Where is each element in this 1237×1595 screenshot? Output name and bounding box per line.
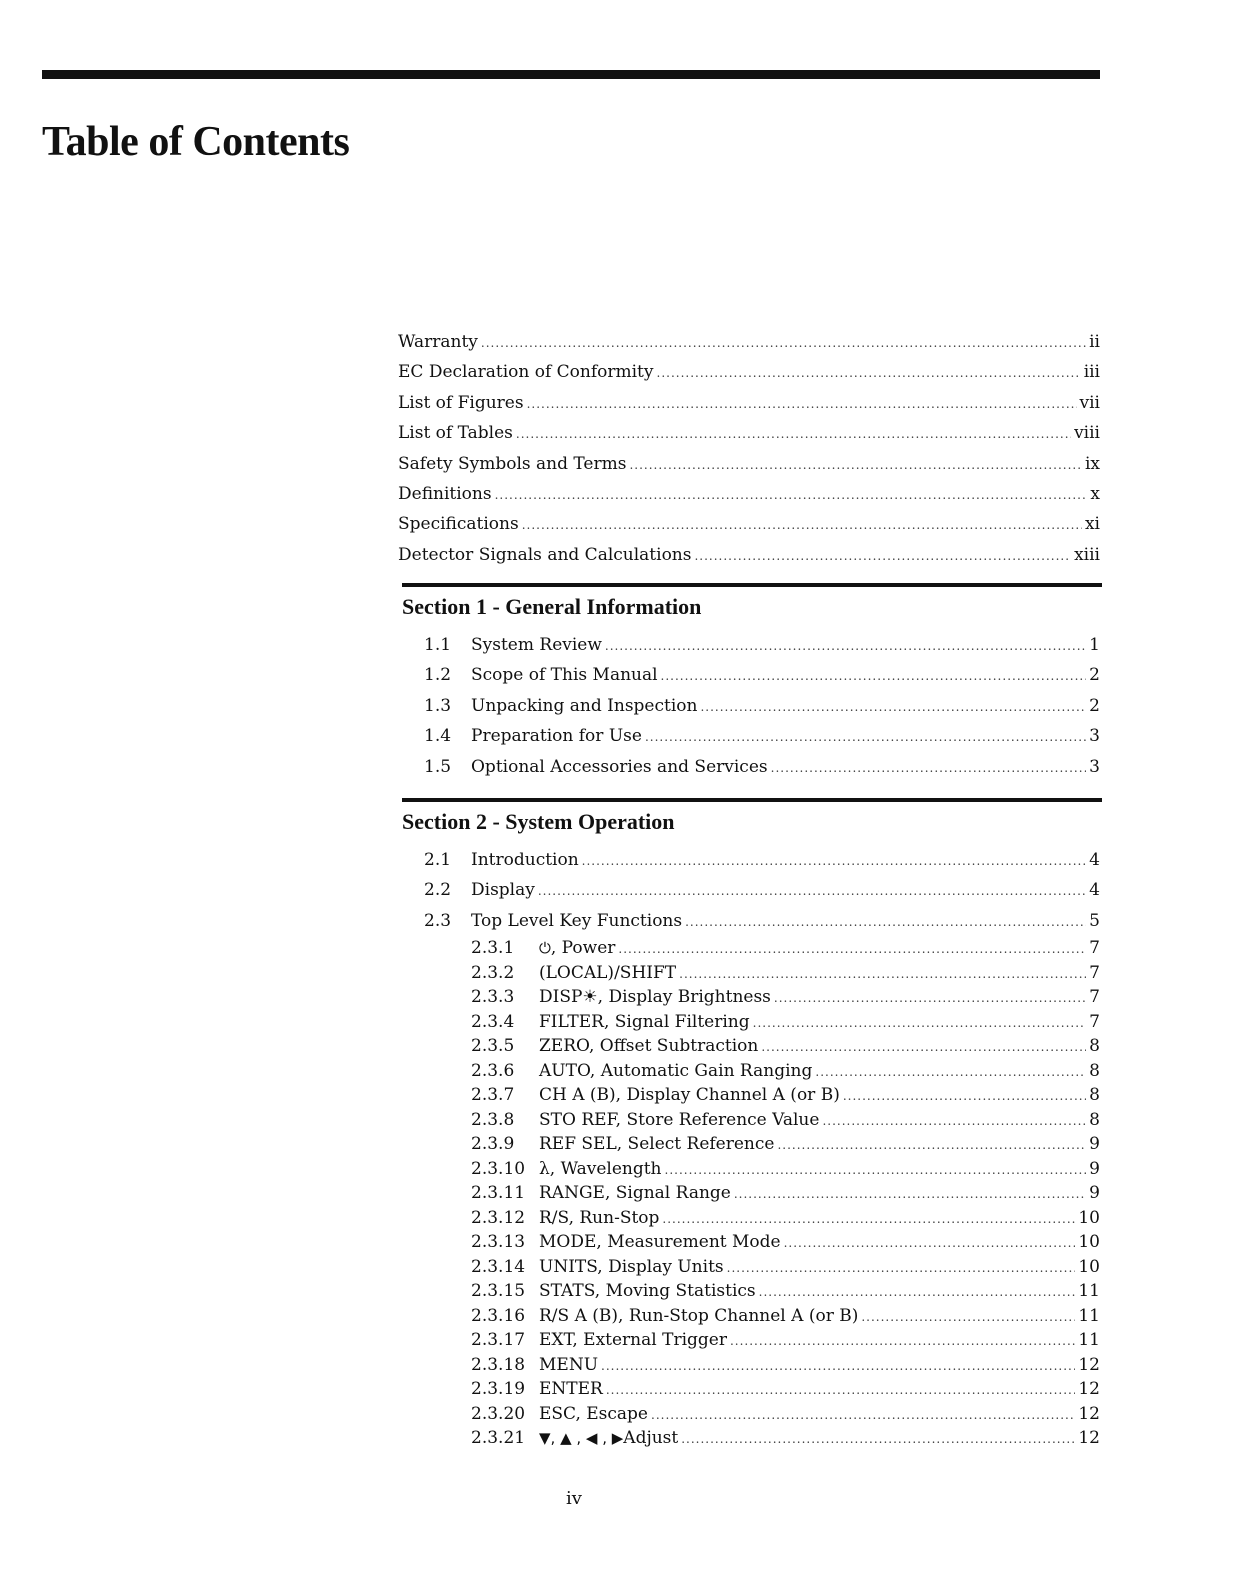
toc-number: 2.3.2 xyxy=(471,962,515,983)
toc-entry-2-1[interactable] xyxy=(398,846,1100,876)
dot-leader xyxy=(651,1404,1075,1428)
toc-number: 2.1 xyxy=(424,850,452,870)
toc-entry-2-3-9[interactable] xyxy=(398,1133,1100,1158)
toc-entry-specifications[interactable] xyxy=(398,510,1100,540)
dot-leader xyxy=(665,1159,1087,1183)
toc-title: ENTER xyxy=(539,1379,603,1400)
toc-page: 7 xyxy=(1089,987,1100,1008)
toc-title: Top Level Key Functions xyxy=(471,910,683,931)
toc-entry-2-3-7[interactable] xyxy=(398,1084,1100,1109)
toc-number: 2.3.19 xyxy=(471,1379,526,1400)
toc-title: UNITS, Display Units xyxy=(539,1256,724,1277)
power-icon: ⏻ xyxy=(539,939,551,958)
dot-leader xyxy=(661,662,1087,691)
toc-title: List of Tables xyxy=(398,423,513,444)
toc-entry-2-3-20[interactable] xyxy=(398,1403,1100,1428)
toc-number: 1.2 xyxy=(424,665,452,686)
toc-entry-2-3-15[interactable] xyxy=(398,1280,1100,1305)
toc-entry-2-3-10[interactable] xyxy=(398,1158,1100,1183)
toc-page: iii xyxy=(1083,362,1100,383)
toc-page: 8 xyxy=(1089,1060,1100,1081)
toc-entry-detector-signals[interactable] xyxy=(398,541,1100,571)
toc-title: DISP☀, Display Brightness xyxy=(539,987,771,1008)
dot-leader xyxy=(605,632,1086,661)
front-matter-list xyxy=(398,328,1100,571)
toc-title: R/S A (B), Run-Stop Channel A (or B) xyxy=(539,1305,859,1326)
top-rule xyxy=(42,70,1100,79)
dot-leader xyxy=(861,1306,1075,1330)
toc-title: AUTO, Automatic Gain Ranging xyxy=(539,1060,813,1081)
toc-entry-2-3-13[interactable] xyxy=(398,1231,1100,1256)
toc-page: 4 xyxy=(1089,850,1100,870)
toc-entry-2-3-16[interactable] xyxy=(398,1305,1100,1330)
toc-entry-2-3-21[interactable] xyxy=(398,1427,1100,1452)
toc-number: 2.2 xyxy=(424,880,452,901)
dot-leader xyxy=(774,987,1086,1011)
toc-title: Introduction xyxy=(471,850,579,870)
toc-entry-2-3-8[interactable] xyxy=(398,1109,1100,1134)
section-1-list xyxy=(398,631,1100,783)
toc-number: 2.3.12 xyxy=(471,1207,526,1228)
toc-page: 2 xyxy=(1089,665,1100,686)
toc-number: 2.3.1 xyxy=(471,938,515,959)
toc-page: x xyxy=(1090,484,1100,505)
dot-leader xyxy=(618,938,1086,962)
toc-title: Adjust xyxy=(623,1428,679,1449)
dot-leader xyxy=(645,723,1086,752)
toc-page: 5 xyxy=(1089,910,1100,931)
dot-leader xyxy=(527,390,1077,419)
toc-number: 2.3.15 xyxy=(471,1281,526,1302)
toc-page: 8 xyxy=(1089,1036,1100,1057)
toc-title: System Review xyxy=(471,635,602,655)
toc-entry-definitions[interactable] xyxy=(398,480,1100,510)
toc-number: 2.3.9 xyxy=(471,1134,515,1155)
toc-title: Definitions xyxy=(398,484,492,505)
toc-page: 11 xyxy=(1078,1305,1100,1326)
toc-page: 11 xyxy=(1078,1281,1100,1302)
toc-title: REF SEL, Select Reference xyxy=(539,1134,775,1155)
dot-leader xyxy=(734,1183,1086,1207)
section-2-heading: Section 2 - System Operation xyxy=(402,809,675,834)
toc-entry-1-3[interactable] xyxy=(398,692,1100,722)
dot-leader xyxy=(679,963,1086,987)
section-1-heading: Section 1 - General Information xyxy=(402,594,702,619)
toc-entry-1-2[interactable] xyxy=(398,661,1100,691)
toc-title: ZERO, Offset Subtraction xyxy=(539,1036,759,1057)
arrow-keys-icon: ▼, ▲ , ◀ , ▶ xyxy=(539,1429,624,1448)
section-2-rule xyxy=(402,798,1102,802)
toc-number: 2.3.10 xyxy=(471,1158,526,1179)
toc-page: 12 xyxy=(1078,1379,1100,1400)
toc-entry-warranty[interactable] xyxy=(398,328,1100,358)
dot-leader xyxy=(700,693,1086,722)
toc-number: 2.3.8 xyxy=(471,1109,515,1130)
section-1-rule xyxy=(402,583,1102,587)
toc-number: 2.3.14 xyxy=(471,1256,526,1277)
page-number: iv xyxy=(566,1488,582,1509)
toc-entry-2-3[interactable] xyxy=(398,907,1100,937)
toc-page: 4 xyxy=(1089,880,1100,901)
toc-title: MODE, Measurement Mode xyxy=(539,1232,781,1253)
toc-title: Optional Accessories and Services xyxy=(471,756,768,777)
dot-leader xyxy=(582,847,1087,876)
toc-title: Unpacking and Inspection xyxy=(471,695,698,716)
page-title: Table of Contents xyxy=(42,119,350,165)
toc-number: 1.4 xyxy=(424,726,452,747)
toc-number: 2.3.3 xyxy=(471,987,515,1008)
dot-leader xyxy=(727,1257,1076,1281)
toc-entry-2-3-4[interactable] xyxy=(398,1011,1100,1036)
toc-page: 3 xyxy=(1089,756,1100,777)
toc-title: Safety Symbols and Terms xyxy=(398,453,627,474)
toc-entry-1-4[interactable] xyxy=(398,722,1100,752)
toc-page: 1 xyxy=(1089,635,1100,655)
toc-page: 10 xyxy=(1078,1232,1100,1253)
toc-entry-ec-declaration[interactable] xyxy=(398,358,1100,388)
toc-title: List of Figures xyxy=(398,392,524,413)
toc-title: RANGE, Signal Range xyxy=(539,1183,731,1204)
dot-leader xyxy=(495,481,1088,510)
toc-number: 2.3.11 xyxy=(471,1183,526,1204)
toc-entry-safety-symbols[interactable] xyxy=(398,450,1100,480)
toc-entry-list-of-figures[interactable] xyxy=(398,389,1100,419)
toc-entry-2-3-2[interactable] xyxy=(398,962,1100,987)
dot-leader xyxy=(771,754,1087,783)
toc-page: 7 xyxy=(1089,938,1100,959)
toc-entry-2-3-5[interactable] xyxy=(398,1035,1100,1060)
toc-number: 1.5 xyxy=(424,756,452,777)
dot-leader xyxy=(694,542,1071,571)
toc-title: , Power xyxy=(550,938,616,959)
toc-title: EC Declaration of Conformity xyxy=(398,362,654,383)
toc-title: CH A (B), Display Channel A (or B) xyxy=(539,1085,840,1106)
dot-leader xyxy=(753,1012,1087,1036)
toc-number: 2.3.17 xyxy=(471,1330,526,1351)
dot-leader xyxy=(606,1379,1076,1403)
toc-entry-2-3-1[interactable] xyxy=(398,937,1100,962)
toc-entry-2-3-6[interactable] xyxy=(398,1060,1100,1085)
dot-leader xyxy=(784,1232,1076,1256)
toc-page: 11 xyxy=(1078,1330,1100,1351)
dot-leader xyxy=(759,1281,1076,1305)
toc-page: viii xyxy=(1074,423,1100,444)
toc-entry-1-1[interactable] xyxy=(398,631,1100,661)
toc-title: FILTER, Signal Filtering xyxy=(539,1011,750,1032)
toc-page: vii xyxy=(1079,392,1100,413)
toc-title: Specifications xyxy=(398,514,519,535)
toc-page: 2 xyxy=(1089,695,1100,716)
toc-title: MENU xyxy=(539,1354,599,1375)
toc-page: 12 xyxy=(1078,1403,1100,1424)
toc-entry-2-3-3[interactable] xyxy=(398,986,1100,1011)
toc-page: 8 xyxy=(1089,1085,1100,1106)
section-2-list xyxy=(398,846,1100,1452)
toc-page: 9 xyxy=(1089,1134,1100,1155)
toc-page: 10 xyxy=(1078,1256,1100,1277)
toc-entry-2-3-14[interactable] xyxy=(398,1256,1100,1281)
dot-leader xyxy=(522,511,1082,540)
toc-entry-list-of-tables[interactable] xyxy=(398,419,1100,449)
dot-leader xyxy=(538,877,1086,906)
toc-number: 2.3.6 xyxy=(471,1060,515,1081)
dot-leader xyxy=(481,329,1086,358)
toc-title: STO REF, Store Reference Value xyxy=(539,1109,820,1130)
toc-number: 2.3.18 xyxy=(471,1354,526,1375)
dot-leader xyxy=(516,420,1071,449)
toc-title: (LOCAL)/SHIFT xyxy=(539,962,677,983)
toc-page: 8 xyxy=(1089,1109,1100,1130)
toc-page: 3 xyxy=(1089,726,1100,747)
toc-page: xiii xyxy=(1074,544,1100,565)
dot-leader xyxy=(761,1036,1086,1060)
toc-number: 2.3.4 xyxy=(471,1011,515,1032)
toc-title: ESC, Escape xyxy=(539,1403,648,1424)
toc-page: 12 xyxy=(1078,1428,1100,1449)
dot-leader xyxy=(843,1085,1086,1109)
toc-title: R/S, Run-Stop xyxy=(539,1207,660,1228)
toc-entry-2-3-17[interactable] xyxy=(398,1329,1100,1354)
toc-number: 1.3 xyxy=(424,695,452,716)
toc-title: Warranty xyxy=(398,332,478,352)
toc-page: 12 xyxy=(1078,1354,1100,1375)
toc-entry-1-5[interactable] xyxy=(398,753,1100,783)
toc-title: Detector Signals and Calculations xyxy=(398,544,692,565)
toc-entry-2-3-11[interactable] xyxy=(398,1182,1100,1207)
dot-leader xyxy=(815,1061,1086,1085)
toc-page: ix xyxy=(1084,453,1100,474)
dot-leader xyxy=(657,359,1081,388)
toc-entry-2-2[interactable] xyxy=(398,876,1100,906)
toc-number: 2.3.16 xyxy=(471,1305,526,1326)
dot-leader xyxy=(681,1428,1075,1452)
toc-page: xi xyxy=(1084,514,1100,535)
dot-leader xyxy=(730,1330,1075,1354)
dot-leader xyxy=(685,908,1086,937)
toc-entry-2-3-19[interactable] xyxy=(398,1378,1100,1403)
toc-page: 10 xyxy=(1078,1207,1100,1228)
toc-title: λ, Wavelength xyxy=(539,1158,662,1179)
toc-number: 2.3.21 xyxy=(471,1428,526,1449)
toc-page: ii xyxy=(1089,332,1100,352)
dot-leader xyxy=(822,1110,1086,1134)
toc-number: 2.3 xyxy=(424,910,452,931)
toc-number: 2.3.7 xyxy=(471,1085,515,1106)
toc-title: Preparation for Use xyxy=(471,726,642,747)
toc-number: 1.1 xyxy=(424,635,452,655)
toc-entry-2-3-12[interactable] xyxy=(398,1207,1100,1232)
toc-page: 7 xyxy=(1089,1011,1100,1032)
dot-leader xyxy=(777,1134,1086,1158)
toc-title: STATS, Moving Statistics xyxy=(539,1281,756,1302)
dot-leader xyxy=(662,1208,1075,1232)
toc-page: 9 xyxy=(1089,1183,1100,1204)
toc-number: 2.3.20 xyxy=(471,1403,526,1424)
toc-page: 9 xyxy=(1089,1158,1100,1179)
toc-number: 2.3.5 xyxy=(471,1036,515,1057)
dot-leader xyxy=(601,1355,1075,1379)
toc-title: Display xyxy=(471,880,535,901)
toc-title: Scope of This Manual xyxy=(471,665,658,686)
dot-leader xyxy=(629,451,1082,480)
toc-title: EXT, External Trigger xyxy=(539,1330,727,1351)
toc-entry-2-3-18[interactable] xyxy=(398,1354,1100,1379)
toc-number: 2.3.13 xyxy=(471,1232,526,1253)
toc-page: 7 xyxy=(1089,962,1100,983)
